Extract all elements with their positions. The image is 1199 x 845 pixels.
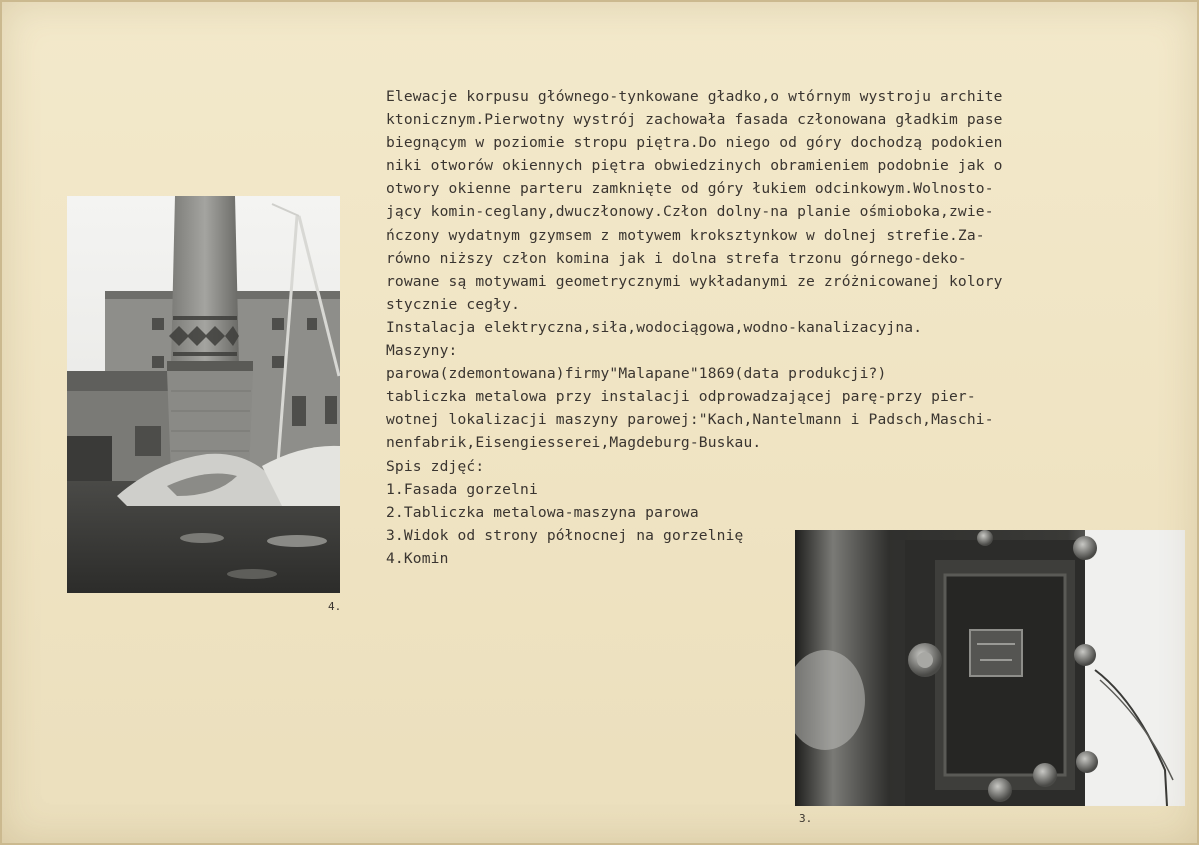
text-line: otwory okienne parteru zamknięte od góry łukiem odcinkowym.Wolnosto-: [386, 180, 994, 198]
text-line: niki otworów okiennych piętra obwiedzinych obramieniem podobnie jak o: [386, 157, 1003, 175]
document-text: [386, 85, 1106, 570]
text-line: biegnącym w poziomie stropu piętra.Do niego od góry dochodzą podokien: [386, 134, 1003, 152]
text-line: stycznie cegły.: [386, 295, 521, 313]
text-line: parowa(zdemontowana)firmy"Malapane"1869(data produkcji?): [386, 365, 887, 383]
metal-plate-photo: [795, 530, 1185, 806]
text-line: 1.Fasada gorzelni: [386, 480, 538, 498]
text-line: 3.Widok od strony północnej na gorzelnię: [386, 526, 744, 544]
text-line: 4.Komin: [386, 549, 449, 567]
text-line: wotnej lokalizacji maszyny parowej:"Kach,Nantelmann i Padsch,Maschi-: [386, 411, 994, 429]
photo-number-3: 3.: [799, 812, 813, 825]
text-line: rowane są motywami geometrycznymi wykładanymi ze zróżnicowanej kolory: [386, 272, 1003, 290]
text-line: Maszyny:: [386, 342, 458, 360]
chimney-photo: [67, 196, 340, 593]
text-line: jący komin-ceglany,dwuczłonowy.Człon dolny-na planie ośmioboka,zwie-: [386, 203, 994, 221]
text-line: Elewacje korpusu głównego-tynkowane gładko,o wtórnym wystroju archite: [386, 88, 1003, 105]
text-line: ktonicznym.Pierwotny wystrój zachowała fasada członowana gładkim pase: [386, 111, 1003, 129]
text-line: równo niższy człon komina jak i dolna strefa trzonu górnego-deko-: [386, 249, 967, 267]
text-line: 2.Tabliczka metalowa-maszyna parowa: [386, 503, 699, 521]
text-line: nenfabrik,Eisengiesserei,Magdeburg-Buskau.: [386, 434, 762, 452]
text-line: tabliczka metalowa przy instalacji odprowadzającej parę-przy pier-: [386, 388, 976, 406]
text-line: Instalacja elektryczna,siła,wodociągowa,wodno-kanalizacyjna.: [386, 318, 923, 336]
photo-number-4: 4.: [328, 600, 342, 613]
text-line: Spis zdjęć:: [386, 457, 485, 475]
text-line: ńczony wydatnym gzymsem z motywem kroksztynkow w dolnej strefie.Za-: [386, 226, 985, 244]
